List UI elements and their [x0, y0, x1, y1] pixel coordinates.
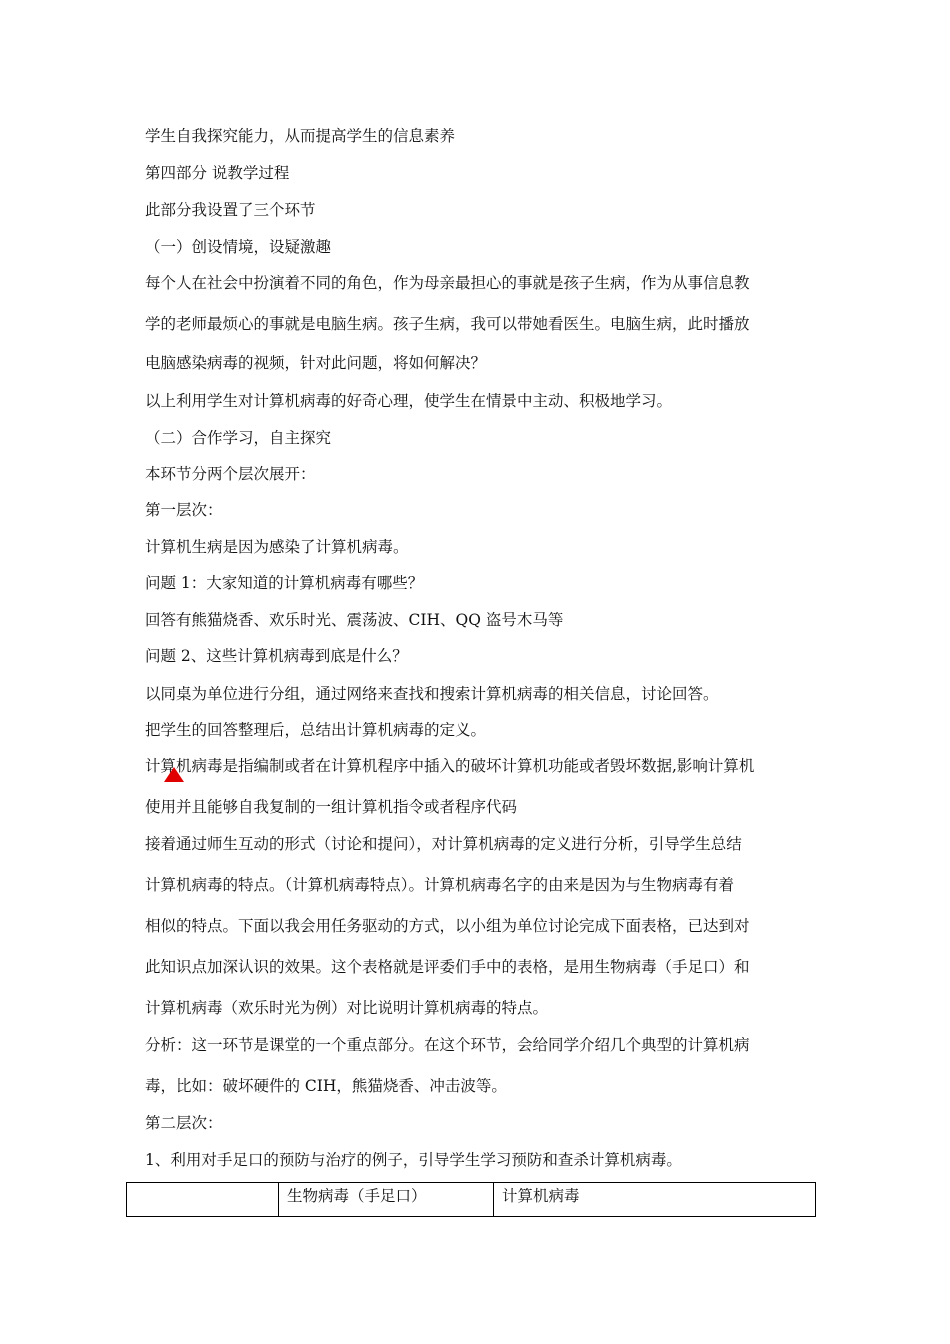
- paragraph-line: 计算机病毒（欢乐时光为例）对比说明计算机病毒的特点。: [145, 999, 549, 1017]
- paragraph-line: 计算机病毒的特点。（计算机病毒特点）。计算机病毒名字的由来是因为与生物病毒有着: [145, 876, 735, 894]
- paragraph-line: 计算机生病是因为感染了计算机病毒。: [145, 538, 409, 556]
- table-header-cell-bio-virus: 生物病毒（手足口）: [279, 1183, 494, 1217]
- paragraph-line: 以同桌为单位进行分组，通过网络来查找和搜索计算机病毒的相关信息，讨论回答。: [145, 685, 719, 703]
- paragraph-line: 使用并且能够自我复制的一组计算机指令或者程序代码: [145, 798, 518, 816]
- paragraph-line: 第一层次：: [145, 501, 223, 519]
- subsection-heading: （二）合作学习，自主探究: [145, 429, 332, 447]
- paragraph-line: 此部分我设置了三个环节: [145, 201, 316, 219]
- paragraph-line: 此知识点加深认识的效果。这个表格就是评委们手中的表格，是用生物病毒（手足口）和: [145, 958, 750, 976]
- table-header-cell-computer-virus: 计算机病毒: [494, 1183, 816, 1217]
- paragraph-line: 1、利用对手足口的预防与治疗的例子，引导学生学习预防和查杀计算机病毒。: [145, 1151, 682, 1169]
- paragraph-line: 接着通过师生互动的形式（讨论和提问），对计算机病毒的定义进行分析，引导学生总结: [145, 835, 742, 853]
- table-header-row: [127, 1183, 816, 1217]
- comparison-table: [126, 1182, 816, 1217]
- paragraph-line: 第二层次：: [145, 1114, 223, 1132]
- paragraph-line: 学的老师最烦心的事就是电脑生病。孩子生病，我可以带她看医生。电脑生病，此时播放: [145, 315, 750, 333]
- paragraph-line: 每个人在社会中扮演着不同的角色，作为母亲最担心的事就是孩子生病，作为从事信息教: [145, 274, 750, 292]
- paragraph-line: 问题 2、这些计算机病毒到底是什么？: [145, 647, 408, 665]
- paragraph-line: 回答有熊猫烧香、欢乐时光、震荡波、CIH、QQ 盗号木马等: [145, 611, 564, 629]
- subsection-heading: （一）创设情境，设疑激趣: [145, 238, 332, 256]
- paragraph-line: 毒，比如：破坏硬件的 CIH，熊猫烧香、冲击波等。: [145, 1077, 507, 1095]
- paragraph-line: 相似的特点。下面以我会用任务驱动的方式，以小组为单位讨论完成下面表格，已达到对: [145, 917, 750, 935]
- paragraph-line: 以上利用学生对计算机病毒的好奇心理，使学生在情景中主动、积极地学习。: [145, 392, 673, 410]
- paragraph-line: 问题 1：大家知道的计算机病毒有哪些？: [145, 574, 424, 592]
- table-header-cell-empty: [127, 1183, 279, 1217]
- paragraph-line: 计算机病毒是指编制或者在计算机程序中插入的破坏计算机功能或者毁坏数据,影响计算机: [145, 757, 755, 775]
- paragraph-line: 本环节分两个层次展开：: [145, 465, 316, 483]
- paragraph-line: 分析：这一环节是课堂的一个重点部分。在这个环节，会给同学介绍几个典型的计算机病: [145, 1036, 750, 1054]
- paragraph-line: 把学生的回答整理后，总结出计算机病毒的定义。: [145, 721, 487, 739]
- section-heading: 第四部分 说教学过程: [145, 164, 290, 182]
- paragraph-line: 电脑感染病毒的视频，针对此问题，将如何解决？: [145, 354, 487, 372]
- comment-marker-icon[interactable]: [164, 767, 184, 782]
- paragraph-line: 学生自我探究能力，从而提高学生的信息素养: [145, 127, 456, 145]
